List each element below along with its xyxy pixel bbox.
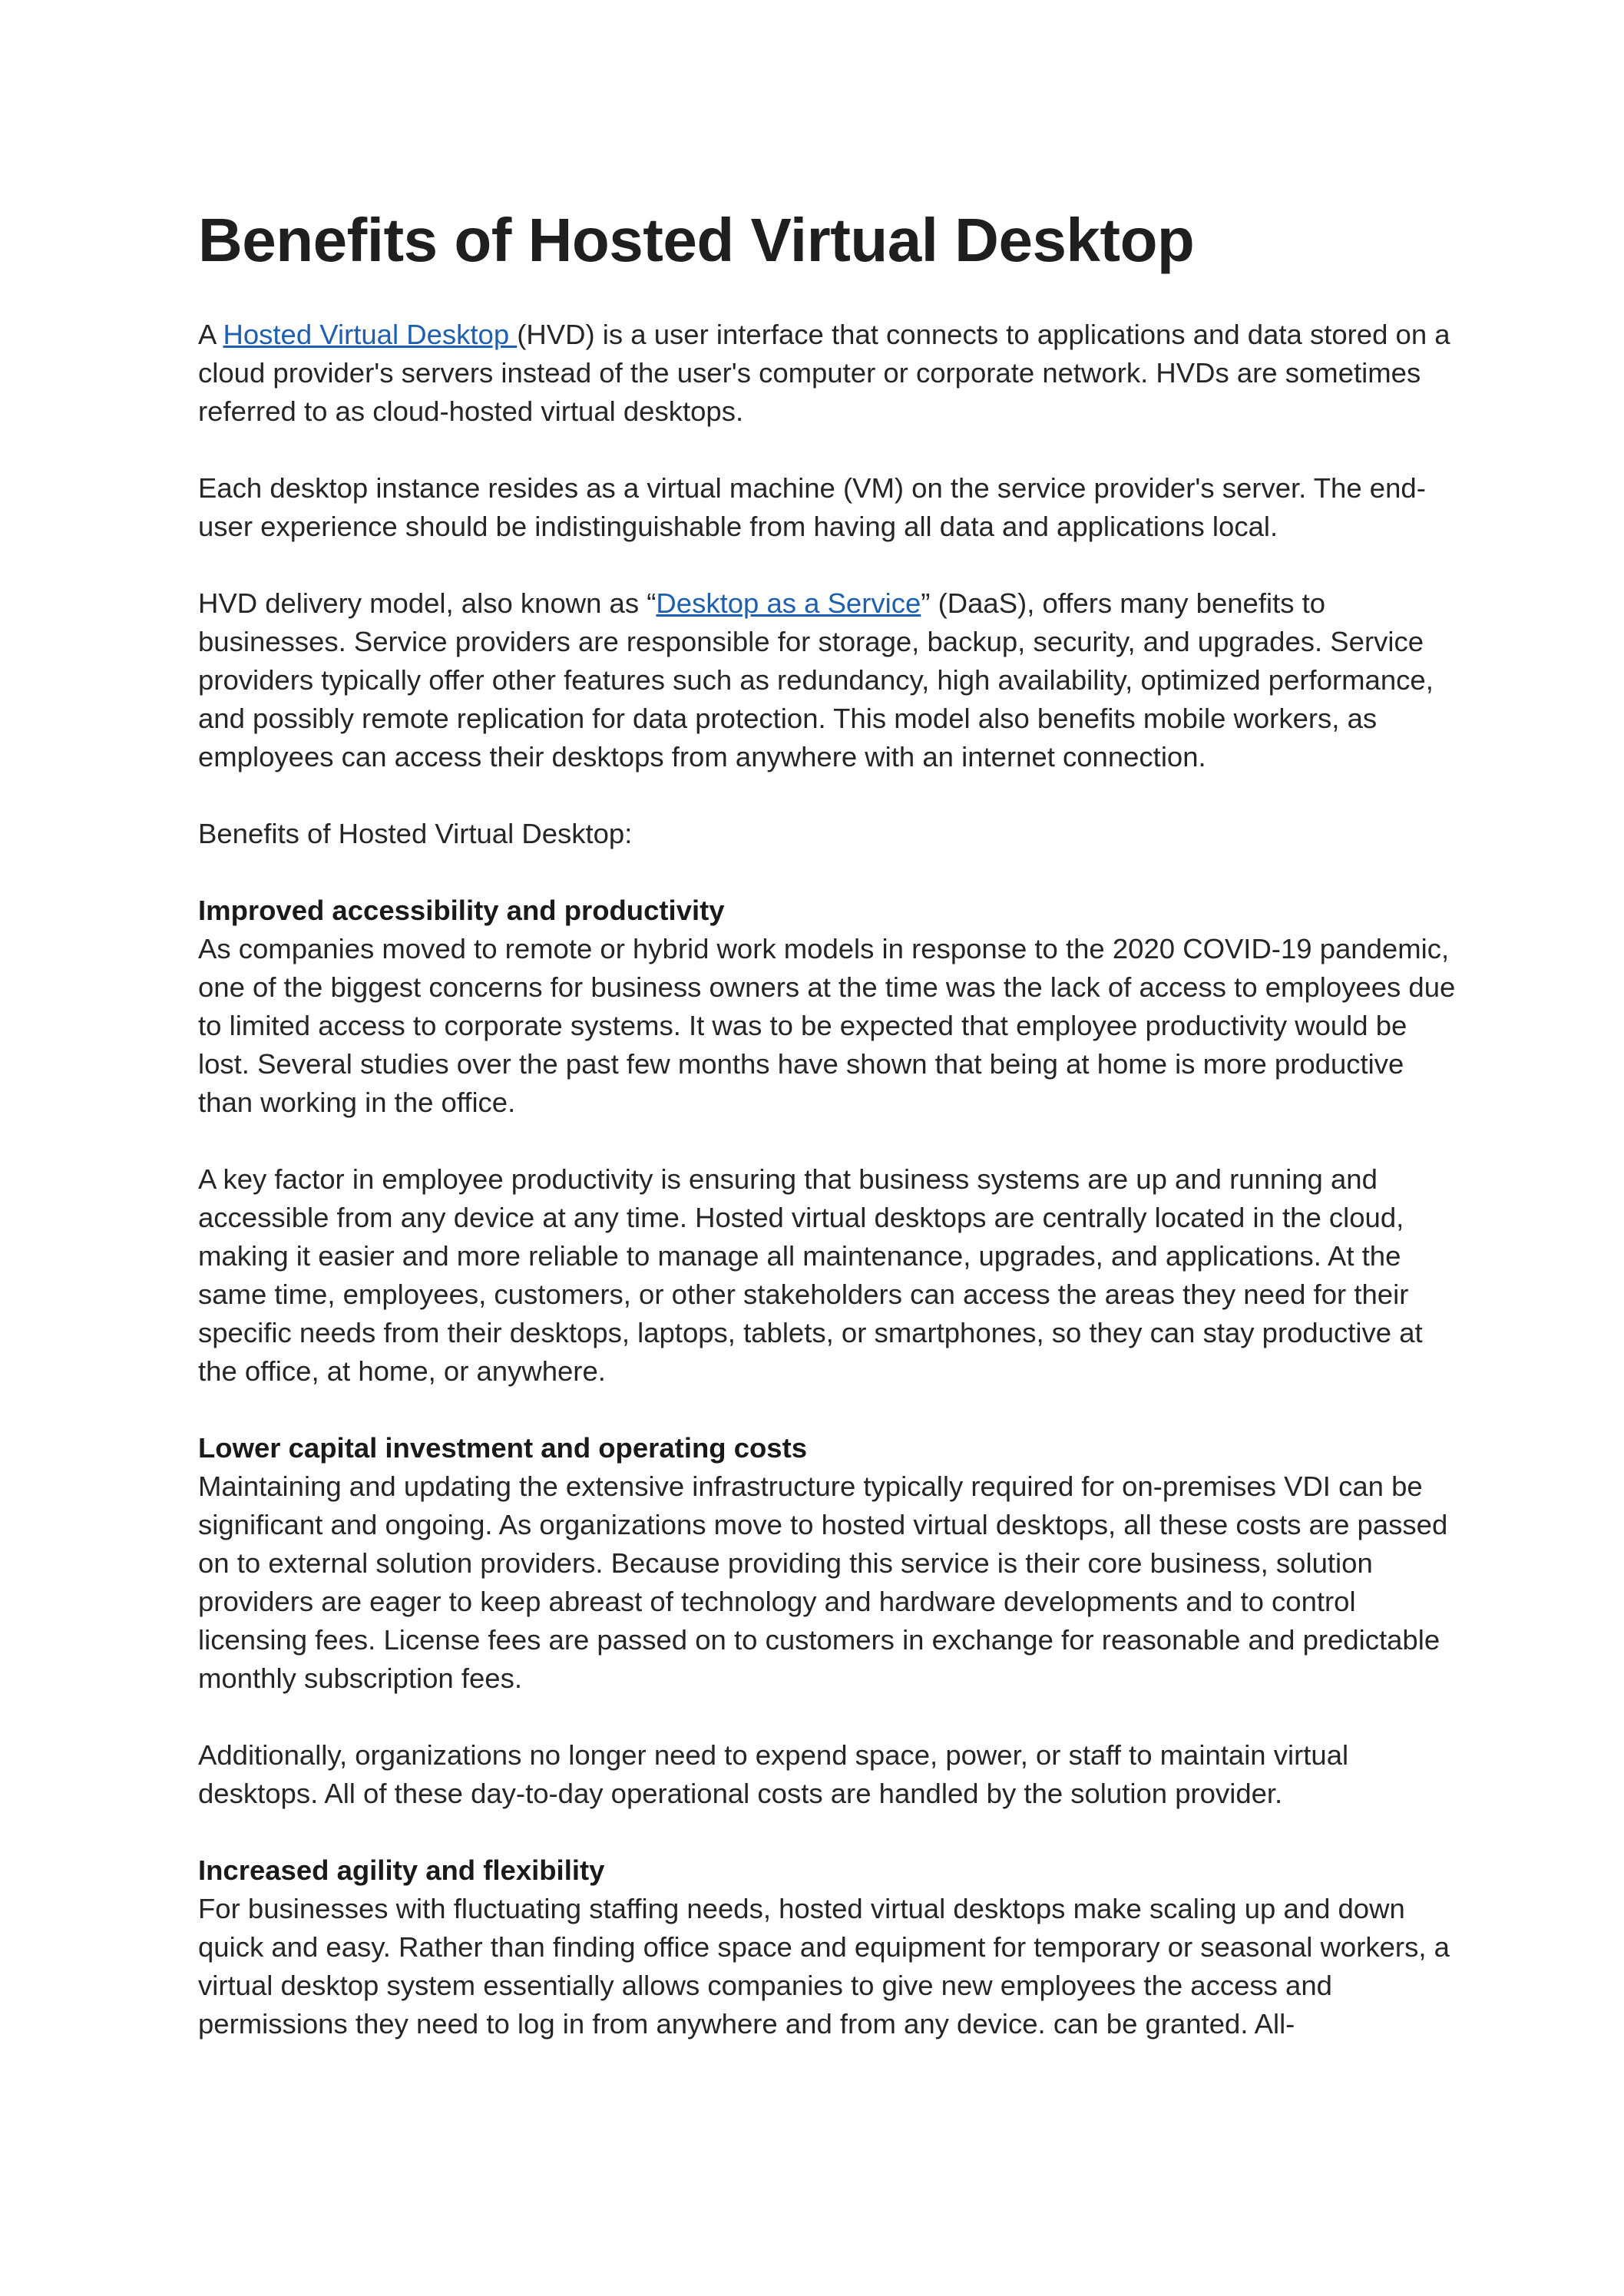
section-paragraph: Additionally, organizations no longer need to expend space, power, or staff to maintain virtual desktops. All of these day-to-day operational costs are handled by the solution provider. [198,1739,1349,1809]
document-page [198,203,1457,2043]
section-paragraph: A key factor in employee productivity is ensuring that business systems are up and running and accessible from any device at any time. Hosted virtual desktops are centrally located in the cloud, making it easier and more reliable to manage all maintenance, upgrades, and applications. At the same time, employees, customers, or other stakeholders can access the areas they need for their specific needs from their desktops, laptops, tablets, or smartphones, so they can stay productive at the office, at home, or anywhere. [198,1163,1423,1387]
section-heading: Increased agility and flexibility [198,1854,605,1886]
daas-paragraph [198,584,1457,776]
section-paragraph: As companies moved to remote or hybrid work models in response to the 2020 COVID-19 pandemic, one of the biggest concerns for business owners at the time was the lack of access to employees due to limited access to corporate systems. It was to be expected that employee productivity would be lost. Several studies over the past few months have shown that being at home is more productive than working in the office. [198,933,1456,1118]
section-heading: Lower capital investment and operating costs [198,1432,808,1464]
daas-suffix: ” (DaaS), offers many benefits to businesses. Service providers are responsible for storage, backup, security, and upgrades. Service providers typically offer other features such as redundancy, high availability, optimized performance, and possibly remote replication for data protection. This model also benefits mobile workers, as employees can access their desktops from anywhere with an internet connection. [198,587,1434,773]
desktop-as-a-service-link[interactable]: Desktop as a Service [656,587,921,619]
section-accessibility [198,892,1457,1391]
intro-suffix: (HVD) is a user interface that connects to applications and data stored on a cloud provider's servers instead of the user's computer or corporate network. HVDs are sometimes referred to as cloud-hosted virtual desktops. [198,319,1450,427]
daas-prefix: HVD delivery model, also known as “ [198,587,657,619]
section-costs [198,1429,1457,1813]
intro-paragraph [198,316,1457,431]
benefits-intro: Benefits of Hosted Virtual Desktop: [198,818,633,849]
section-heading: Improved accessibility and productivity [198,895,725,926]
vm-paragraph: Each desktop instance resides as a virtual machine (VM) on the service provider's server. The end-user experience should be indistinguishable from having all data and applications local. [198,472,1426,542]
section-paragraph: For businesses with fluctuating staffing needs, hosted virtual desktops make scaling up and down quick and easy. Rather than finding office space and equipment for temporary or seasonal workers, a virtual desktop system essentially allows companies to give new employees the access and permissions they need to log in from anywhere and from any device. can be granted. All- [198,1893,1450,2040]
section-paragraph: Maintaining and updating the extensive infrastructure typically required for on-premises VDI can be significant and ongoing. As organizations move to hosted virtual desktops, all these costs are passed on to external solution providers. Because providing this service is their core business, solution providers are eager to keep abreast of technology and hardware developments and to control licensing fees. License fees are passed on to customers in exchange for reasonable and predictable monthly subscription fees. [198,1471,1448,1694]
section-agility [198,1851,1457,2043]
hosted-virtual-desktop-link[interactable]: Hosted Virtual Desktop [223,319,518,350]
intro-prefix: A [198,319,223,350]
page-title: Benefits of Hosted Virtual Desktop [198,206,1195,274]
